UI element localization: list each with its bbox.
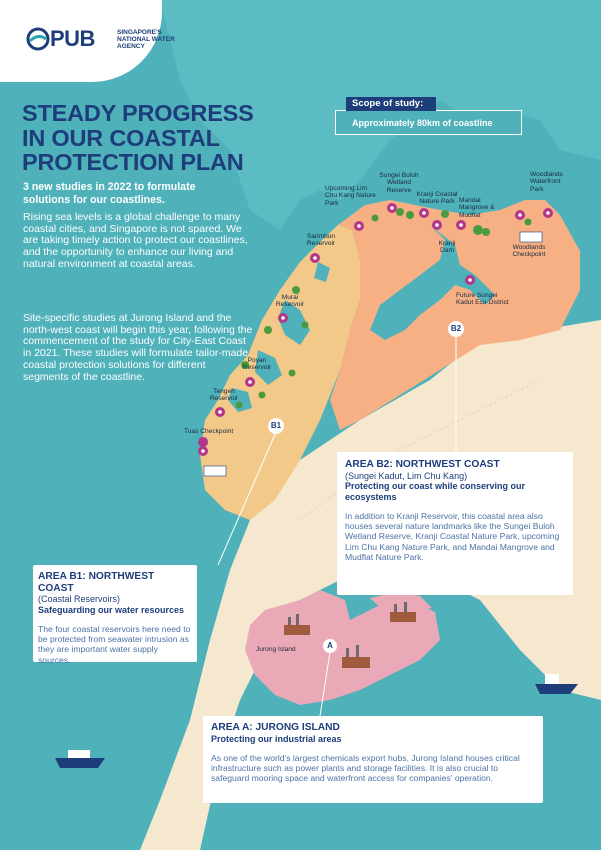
area-b2-tagline: Protecting our coast while conserving our ecosystems [345,481,526,502]
marker-a-label: A [327,641,333,650]
label-jurong-island: Jurong Island [256,646,296,653]
label-kranji-dam: Kranji Dam [438,240,456,255]
label-tuas-checkpoint: Tuas Checkpoint [184,428,234,435]
area-a-title: AREA A: JURONG ISLAND [211,722,340,733]
label-sarimbun-reservoir: Sarimbun Reservoir [306,233,336,248]
area-b2-subtitle: (Sungei Kadut, Lim Chu Kang) [345,470,468,481]
label-kranji-coastal: Kranji Coastal Nature Park [416,191,458,206]
label-murai-reservoir: Murai Reservoir [275,294,305,309]
label-poyan-reservoir: Poyan Reservoir [242,357,272,372]
area-b1-body: The four coastal reservoirs here need to be protected from seawater intrusion as they are important water supply sources. [38,624,191,665]
area-b1-subtitle: (Coastal Reservoirs) [38,594,121,604]
area-b1-title: AREA B1: NORTHWEST COAST [38,571,155,594]
label-woodlands-checkpoint: Woodlands Checkpoint [512,244,546,259]
marker-b2-label: B2 [450,324,462,333]
scope-value: Approximately 80km of coastline [352,118,493,128]
area-b2-body: In addition to Kranji Reservoir, this coastal area also houses several nature landmarks like the Sungei Buloh Wetland Reserve, Kranji Coastal Nature Park, upcoming Lim Chu Kang Nature Park, and Mandai Mangrove and Mudflat Nature Park. [345,511,560,562]
marker-b1-label: B1 [270,421,282,430]
label-tengeh-reservoir: Tengeh Reservoir [209,388,239,403]
intro-paragraph: Rising sea levels is a global challenge to many coastal cities, and Singapore is not spared. We are taking timely action to protect our coastlines, and the opportunity to enhance our living and natural environment at coastal areas. [23,211,248,270]
area-b2-box [337,452,573,595]
label-woodlands-waterfront: Woodlands Waterfront Park [530,171,563,193]
area-a-box [203,716,543,803]
scope-label: Scope of study: [346,97,436,111]
page-title: STEADY PROGRESS IN OUR COASTAL PROTECTION PLAN [22,100,254,175]
page-subtitle: 3 new studies in 2022 to formulate solutions for our coastlines. [23,181,196,206]
area-b2-title: AREA B2: NORTHWEST COAST [345,459,500,470]
label-lim-chu-kang: Upcoming Lim Chu Kang Nature Park [325,185,376,207]
area-b1-tagline: Safeguarding our water resources [38,604,185,615]
area-a-body: As one of the world's largest chemicals export hubs, Jurong Island houses critical infrastructure such as power plants and storage facilities. It is also crucial to safeguard mooring space and waterfront access for companies' operation. [211,753,520,784]
area-b1-box [33,565,197,665]
label-mandai: Mandai Mangrove & Mudflat [459,197,495,219]
label-sungei-buloh: Sungei Buloh Wetland Reserve [379,172,419,194]
logo-name: PUB [50,26,95,51]
studies-paragraph: Site-specific studies at Jurong Island and the north-west coast will begin this year, following the commencement of the study for City-East Coast in 2021. These studies will formulate tailor-made coastal protection solutions for different segments of the coastline. [23,312,253,383]
label-sungei-kadut: Future Sungei Kadut Eco-District [456,292,509,307]
area-a-tagline: Protecting our industrial areas [211,733,342,744]
pub-logo-icon [26,27,50,51]
logo-tagline: SINGAPORE'S NATIONAL WATER AGENCY [117,29,175,51]
